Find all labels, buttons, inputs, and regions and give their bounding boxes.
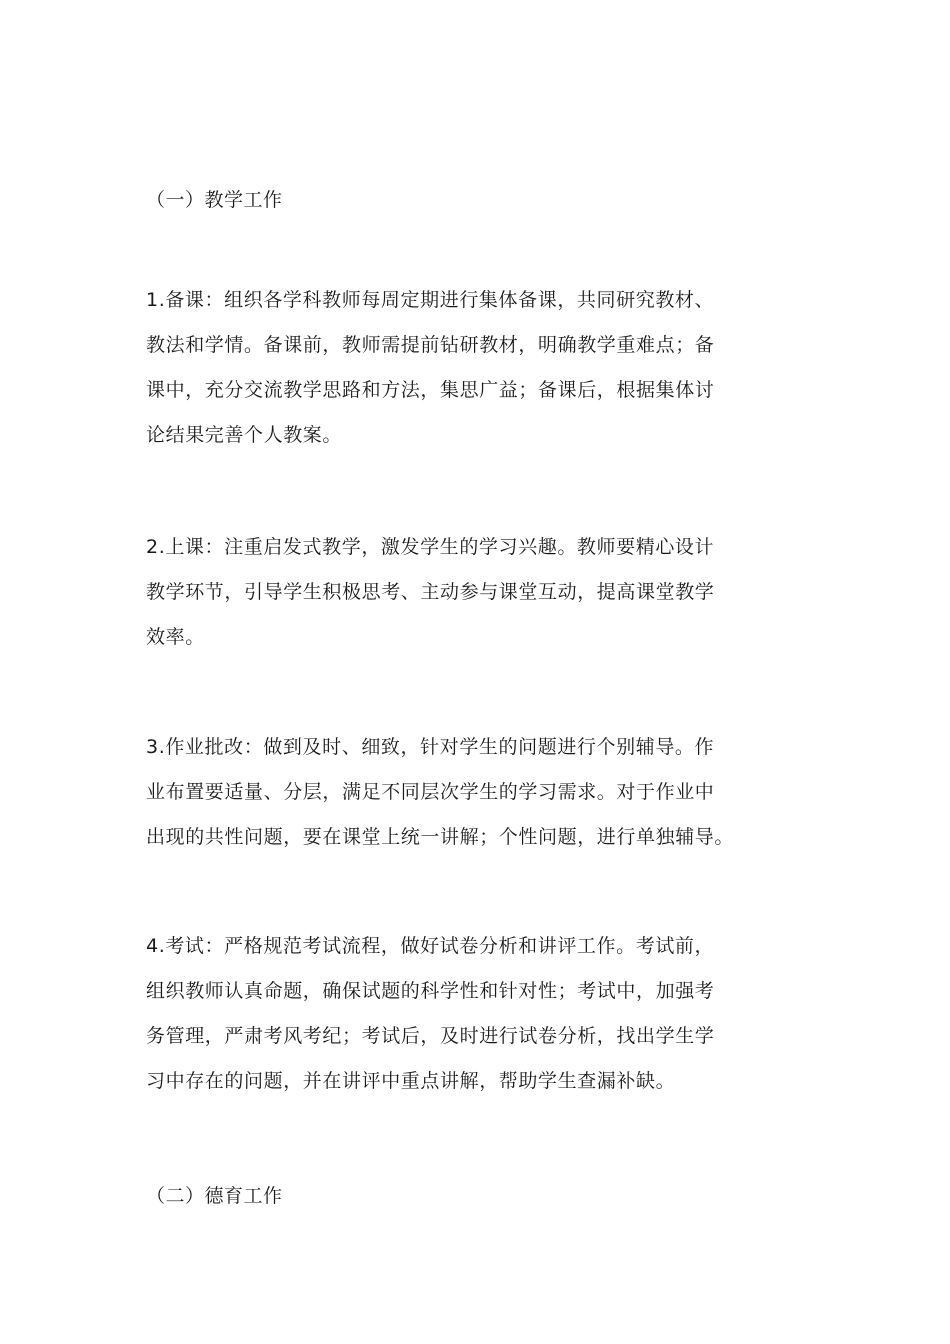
paragraph-line: 务管理，严肃考风考纪；考试后，及时进行试卷分析，找出学生学 (146, 1025, 715, 1047)
paragraph-homework (146, 725, 810, 860)
paragraph-line: 2.上课：注重启发式教学，激发学生的学习兴趣。教师要精心设计 (146, 536, 715, 558)
paragraph-exams (146, 924, 810, 1104)
paragraph-line: 教学环节，引导学生积极思考、主动参与课堂互动，提高课堂教学 (146, 581, 715, 603)
paragraph-line: 业布置要适量、分层，满足不同层次学生的学习需求。对于作业中 (146, 781, 715, 803)
paragraph-lesson-prep (146, 278, 810, 458)
paragraph-line: 论结果完善个人教案。 (146, 424, 343, 446)
paragraph-line: 课中，充分交流教学思路和方法，集思广益；备课后，根据集体讨 (146, 379, 715, 401)
paragraph-line: 出现的共性问题，要在课堂上统一讲解；个性问题，进行单独辅导。 (146, 826, 735, 848)
paragraph-line: 4.考试：严格规范考试流程，做好试卷分析和讲评工作。考试前， (146, 935, 715, 957)
paragraph-line: 组织教师认真命题，确保试题的科学性和针对性；考试中，加强考 (146, 980, 715, 1002)
section-heading-moral-education: （二）德育工作 (146, 1185, 283, 1207)
paragraph-line: 效率。 (146, 626, 205, 648)
paragraph-line: 1.备课：组织各学科教师每周定期进行集体备课，共同研究教材、 (146, 289, 715, 311)
section-heading-teaching: （一）教学工作 (146, 189, 283, 211)
paragraph-class-teaching (146, 525, 810, 660)
paragraph-line: 3.作业批改：做到及时、细致，针对学生的问题进行个别辅导。作 (146, 736, 715, 758)
paragraph-line: 习中存在的问题，并在讲评中重点讲解，帮助学生查漏补缺。 (146, 1070, 676, 1092)
paragraph-line: 教法和学情。备课前，教师需提前钻研教材，明确教学重难点；备 (146, 334, 715, 356)
